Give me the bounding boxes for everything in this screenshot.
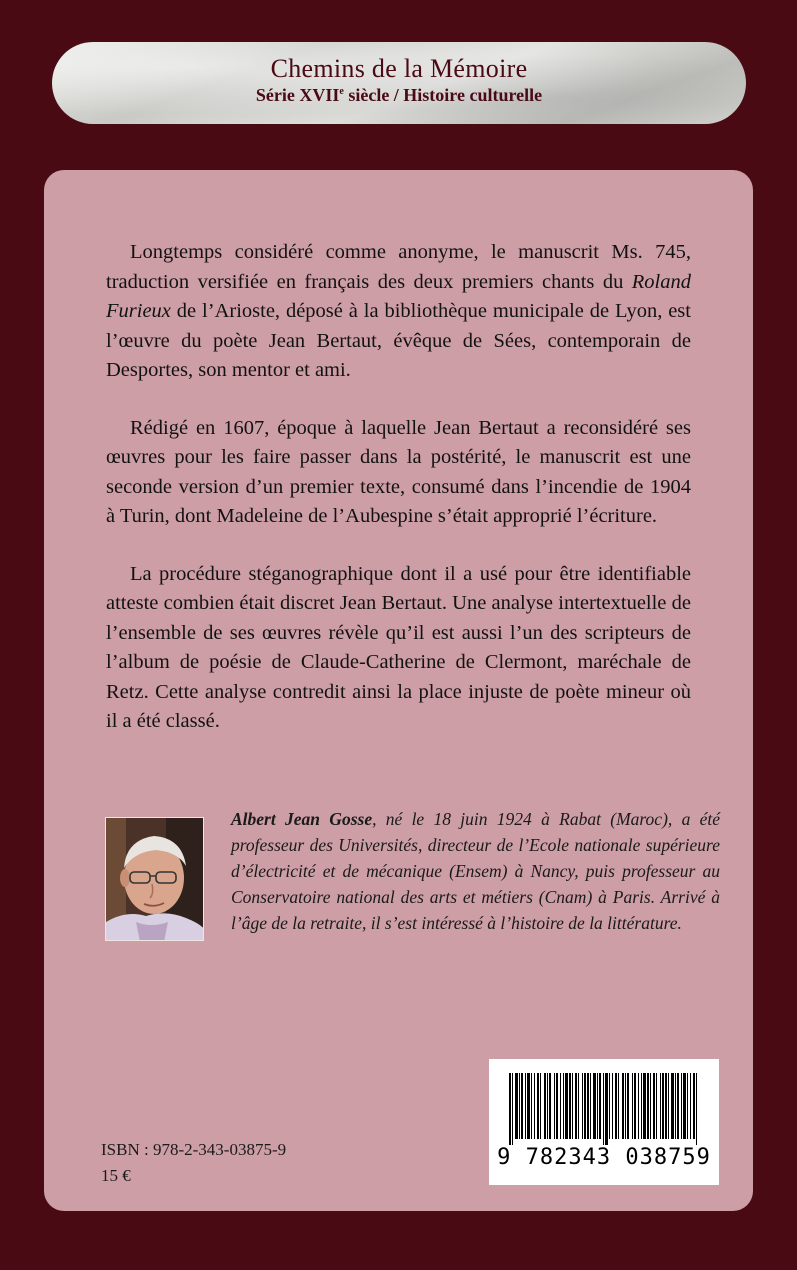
author-bio: [231, 806, 720, 936]
summary-text: [106, 238, 691, 765]
author-photo: [105, 817, 204, 941]
summary-paragraph-1: [106, 238, 691, 386]
summary-paragraph-3: La procédure stéganographique dont il a usé pour être identifiable atteste combien était discret Jean Bertaut. Une analyse intertextuelle de l’ensemble de ses œuvres révèle qu’il est aussi l’un des scripteurs de l’album de poésie de Claude-Catherine de Clermont, maréchale de Retz. Cette analyse contredit ainsi la place injuste de poète mineur où il a été classé.: [106, 562, 691, 732]
barcode-digits: 9 782343 038759: [497, 1145, 711, 1170]
series-title: Chemins de la Mémoire: [270, 54, 528, 83]
author-bio-text: , né le 18 juin 1924 à Rabat (Maroc), a été professeur des Universités, directeur de l’Ecole nationale supérieure d’électricité et de mécanique (Ensem) à Nancy, puis professeur au Conservatoire national des arts et métiers (Cnam) à Paris. Arrivé à l’âge de la retraite, il s’est intéressé à l’histoire de la littérature.: [231, 809, 721, 933]
isbn: ISBN : 978-2-343-03875-9: [101, 1140, 287, 1159]
series-subtitle-prefix: Série XVII: [255, 85, 340, 105]
series-subtitle: [52, 84, 746, 106]
author-name: Albert Jean Gosse: [231, 809, 373, 829]
author-portrait-icon: [106, 818, 204, 941]
series-subtitle-suffix: siècle / Histoire culturelle: [343, 85, 543, 105]
summary-paragraph-2: Rédigé en 1607, époque à laquelle Jean Bertaut a reconsidéré ses œuvres pour les faire passer dans la postérité, le manuscrit est une seconde version d’un premier texte, consumé dans l’incendie de 1904 à Turin, dont Madeleine de l’Aubespine s’était approprié l’écriture.: [106, 416, 691, 527]
back-cover-panel: [44, 170, 753, 1211]
price: 15 €: [101, 1166, 131, 1185]
barcode: [489, 1059, 719, 1185]
series-banner: [52, 42, 746, 124]
barcode-bars-icon: [509, 1073, 699, 1145]
summary-p1-end: de l’Arioste, déposé à la bibliothèque municipale de Lyon, est l’œuvre du poète Jean Bertaut, évêque de Sées, contemporain de Desportes, son mentor et ami.: [106, 300, 691, 381]
work-title: Roland Furieux: [106, 270, 691, 322]
summary-p1-start: Longtemps considéré comme anonyme, le manuscrit Ms. 745, traduction versifiée en français des deux premiers chants du: [106, 241, 691, 293]
series-subtitle-superscript: e: [339, 86, 344, 97]
